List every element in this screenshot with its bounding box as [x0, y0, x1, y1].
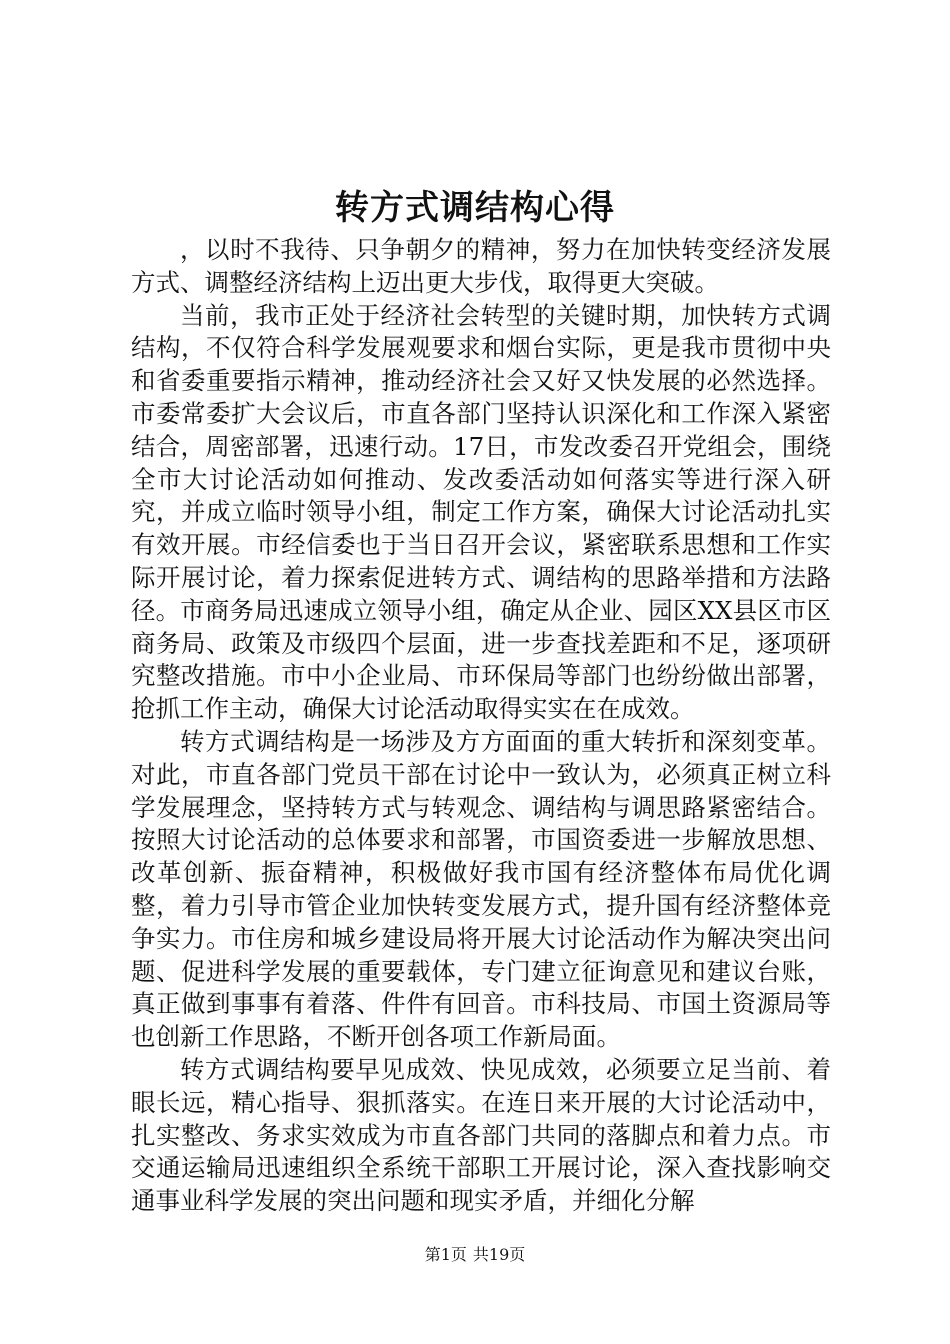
paragraph: 当前，我市正处于经济社会转型的关键时期，加快转方式调结构，不仅符合科学发展观要求和烟台实际，更是我市贯彻中央和省委重要指示精神，推动经济社会又好又快发展的必然选择。市委常委扩大会议后，市直各部门坚持认识深化和工作深入紧密结合，周密部署，迅速行动。17日，市发改委召开党组会，围绕全市大讨论活动如何推动、发改委活动如何落实等进行深入研究，并成立临时领导小组，制定工作方案，确保大讨论活动扎实有效开展。市经信委也于当日召开会议，紧密联系思想和工作实际开展讨论，着力探索促进转方式、调结构的思路举措和方法路径。市商务局迅速成立领导小组，确定从企业、园区XX县区市区商务局、政策及市级四个层面，进一步查找差距和不足，逐项研究整改措施。市中小企业局、市环保局等部门也纷纷做出部署，抢抓工作主动，确保大讨论活动取得实实在在成效。	[131, 300, 831, 724]
page-footer	[0, 1243, 950, 1267]
page-number-current: 第1页	[424, 1245, 467, 1264]
document-title: 转方式调结构心得	[335, 188, 615, 228]
page-number-total: 共19页	[472, 1245, 526, 1264]
paragraph: 转方式调结构是一场涉及方方面面的重大转折和深刻变革。对此，市直各部门党员干部在讨论中一致认为，必须真正树立科学发展理念，坚持转方式与转观念、调结构与调思路紧密结合。按照大讨论活动的总体要求和部署，市国资委进一步解放思想、改革创新、振奋精神，积极做好我市国有经济整体布局优化调整，着力引导市管企业加快转变发展方式，提升国有经济整体竞争实力。市住房和城乡建设局将开展大讨论活动作为解决突出问题、促进科学发展的重要载体，专门建立征询意见和建议台账，真正做到事事有着落、件件有回音。市科技局、市国土资源局等也创新工作思路，不断开创各项工作新局面。	[131, 726, 831, 1052]
paragraph: ，以时不我待、只争朝夕的精神，努力在加快转变经济发展方式、调整经济结构上迈出更大步伐，取得更大突破。	[131, 235, 831, 297]
paragraph: 转方式调结构要早见成效、快见成效，必须要立足当前、着眼长远，精心指导、狠抓落实。在连日来开展的大讨论活动中，扎实整改、务求实效成为市直各部门共同的落脚点和着力点。市交通运输局迅速组织全系统干部职工开展讨论，深入查找影响交通事业科学发展的突出问题和现实矛盾，并细化分解	[131, 1054, 831, 1216]
document-body	[131, 234, 831, 1218]
